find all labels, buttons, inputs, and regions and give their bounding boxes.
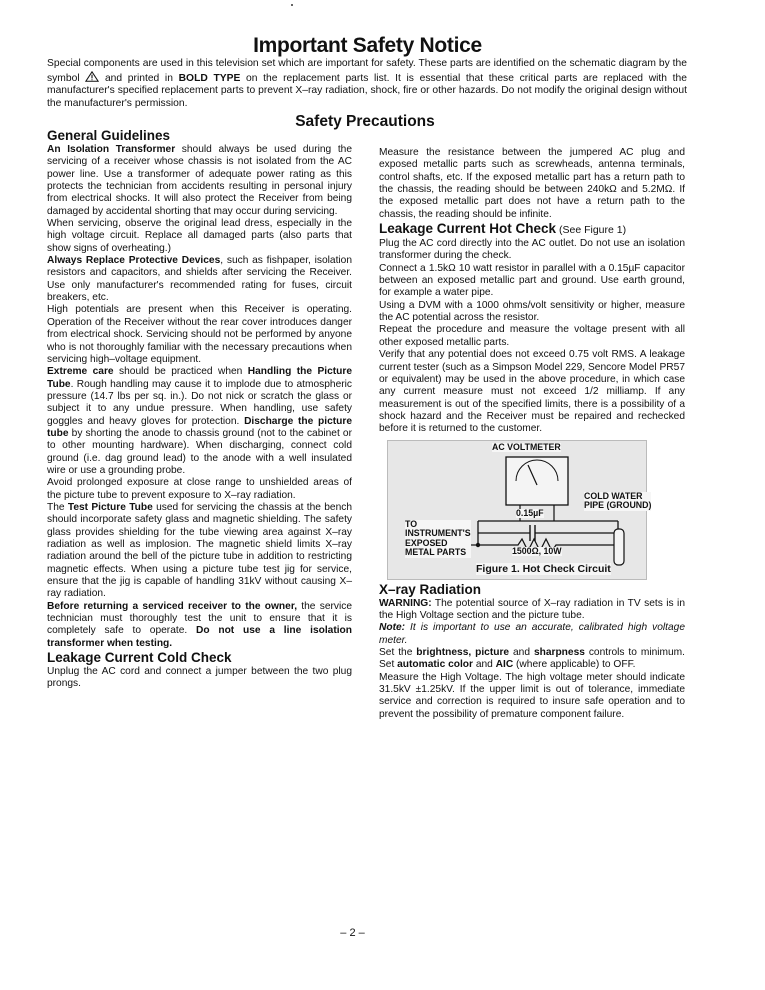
page-number: – 2 –	[340, 927, 365, 939]
paragraph: Extreme care should be practiced when Handling the Picture Tube. Rough handling may cause it to implode due to atmospheric pressure (14.7 lbs per sq. in.). Do not nick or scratch the glass or subject it to any undue pressure. When handling, use safety goggles and heavy gloves for protection. Discharge the picture tube by shorting the anode to chassis ground (not to the cabinet or to other mounting hardware). When discharging, connect cold ground (i.e. dag ground lead) to the anode with a well insulated wire or use a grounding probe.	[47, 366, 352, 476]
heading-hot-check: Leakage Current Hot Check (See Figure 1)	[379, 221, 627, 237]
label-cold-water-pipe: COLD WATER PIPE (GROUND)	[584, 490, 652, 511]
paragraph: An Isolation Transformer should always be used during the servicing of a receiver whose chassis is not isolated from the AC power line. Use a transformer of adequate power rating as this protects the technician from accidents resulting in personal injury from electrical shocks. It will also protect the Receiver from being damaged by accidental shorting that may occur during servicing.	[47, 144, 352, 217]
hot-check-circuit-figure	[387, 440, 652, 580]
heading-xray-radiation: X–ray Radiation	[379, 581, 482, 597]
paragraph: Repeat the procedure and measure the voltage present with all other exposed metallic parts.	[379, 324, 685, 348]
page-title: Important Safety Notice	[253, 34, 482, 57]
note-paragraph: Note: It is important to use an accurate, calibrated high voltage meter.	[379, 622, 685, 646]
paragraph: Avoid prolonged exposure at close range to unshielded areas of the picture tube to prevent exposure to X–ray radiation.	[47, 477, 352, 501]
paragraph: Always Replace Protective Devices, such as fishpaper, isolation resistors and capacitors, and shields after servicing the Receiver. Use only manufacturer's recommended rating for fuses, circuit breakers, etc.	[47, 255, 352, 304]
label-resistor: 1500Ω, 10W	[512, 545, 562, 556]
paragraph: Verify that any potential does not exceed 0.75 volt RMS. A leakage current tester (such as a Simpson Model 229, Sencore Model PR57 or equivalent) may be used in the above procedure, in which case any current measure must not exceed 1/2 milliamp. If any measurement is out of the specified limits, there is a possibility of a shock hazard and the Receiver must be repaired and rechecked before it is returned to the customer.	[379, 349, 685, 435]
intro-paragraph: Special components are used in this television set which are important for safety. These parts are identified on the schematic diagram by the symbol and printed in BOLD TYPE on the replacement parts list. It is essential that these critical parts are replaced with the manufacturer's specified replacement parts to prevent X–ray radiation, shock, fire or other hazards. Do not modify the original design without the manufacturer's permission.	[47, 58, 687, 109]
paragraph: The Test Picture Tube used for servicing the chassis at the bench should incorporate safety glass and magnetic shielding. The safety glass provides shielding for the tube viewing area against X–ray radiation as well as implosion. The magnetic shield limits X–ray radiation around the bell of the picture tube in addition to restricting magnetic effects. When using a picture tube test jig for service, ensure that the jig is capable of handling 31kV without causing X–ray radiation.	[47, 501, 353, 600]
paragraph: Measure the resistance between the jumpered AC plug and exposed metallic parts such as screwheads, antenna terminals, control shafts, etc. If the exposed metallic part has a return path to the chassis, the reading should be between 240kΩ and 5.2MΩ. If the exposed metallic part does not have a return path to the chassis, the reading should be infinite.	[379, 147, 685, 220]
paragraph: Set the brightness, picture and sharpness controls to minimum. Set automatic color and AIC (where applicable) to OFF.	[379, 646, 685, 671]
paragraph: Before returning a serviced receiver to the owner, the service technician must thoroughly test the unit to ensure that it is completely safe to operate. Do not use a line isolation transformer when testing.	[47, 600, 352, 649]
left-column	[47, 128, 352, 691]
right-column	[379, 147, 685, 721]
heading-general-guidelines: General Guidelines	[47, 128, 171, 143]
warning-triangle-icon	[85, 71, 99, 82]
paragraph: Plug the AC cord directly into the AC outlet. Do not use an isolation transformer during the check.	[379, 238, 685, 262]
paragraph: When servicing, observe the original lead dress, especially in the high voltage circuit. Replace all damaged parts (also parts that show signs of overheating.)	[47, 218, 352, 254]
paragraph: Measure the High Voltage. The high voltage meter should indicate 31.5kV ±1.25kV. If the upper limit is out of tolerance, immediate service and correction is required to insure safe operation and to prevent the possibility of premature component failure.	[379, 671, 685, 720]
paragraph: Unplug the AC cord and connect a jumper between the two plug prongs.	[47, 666, 352, 690]
heading-cold-check: Leakage Current Cold Check	[47, 650, 232, 666]
paragraph: WARNING: The potential source of X–ray radiation in TV sets is in the High Voltage section and the picture tube.	[379, 597, 685, 621]
paragraph: High potentials are present when this Receiver is operating. Operation of the Receiver without the rear cover introduces danger from electrical shock. Servicing should not be performed by anyone who is not thoroughly familiar with the necessary precautions when servicing high–voltage equipment.	[47, 304, 352, 365]
section-title: Safety Precautions	[295, 113, 435, 130]
paragraph: Using a DVM with a 1000 ohms/volt sensitivity or higher, measure the AC potential across the resistor.	[379, 299, 685, 324]
label-exposed-metal-parts: TO INSTRUMENT'S EXPOSED METAL PARTS	[405, 518, 471, 558]
paragraph: Connect a 1.5kΩ 10 watt resistor in parallel with a 0.15µF capacitor between an exposed metallic part and ground. Use earth ground, for example a water pipe.	[379, 262, 685, 299]
label-ac-voltmeter: AC VOLTMETER	[492, 441, 561, 452]
scan-speck	[291, 4, 293, 6]
figure-caption: Figure 1. Hot Check Circuit	[476, 562, 611, 575]
label-capacitor: 0.15µF	[516, 507, 544, 518]
